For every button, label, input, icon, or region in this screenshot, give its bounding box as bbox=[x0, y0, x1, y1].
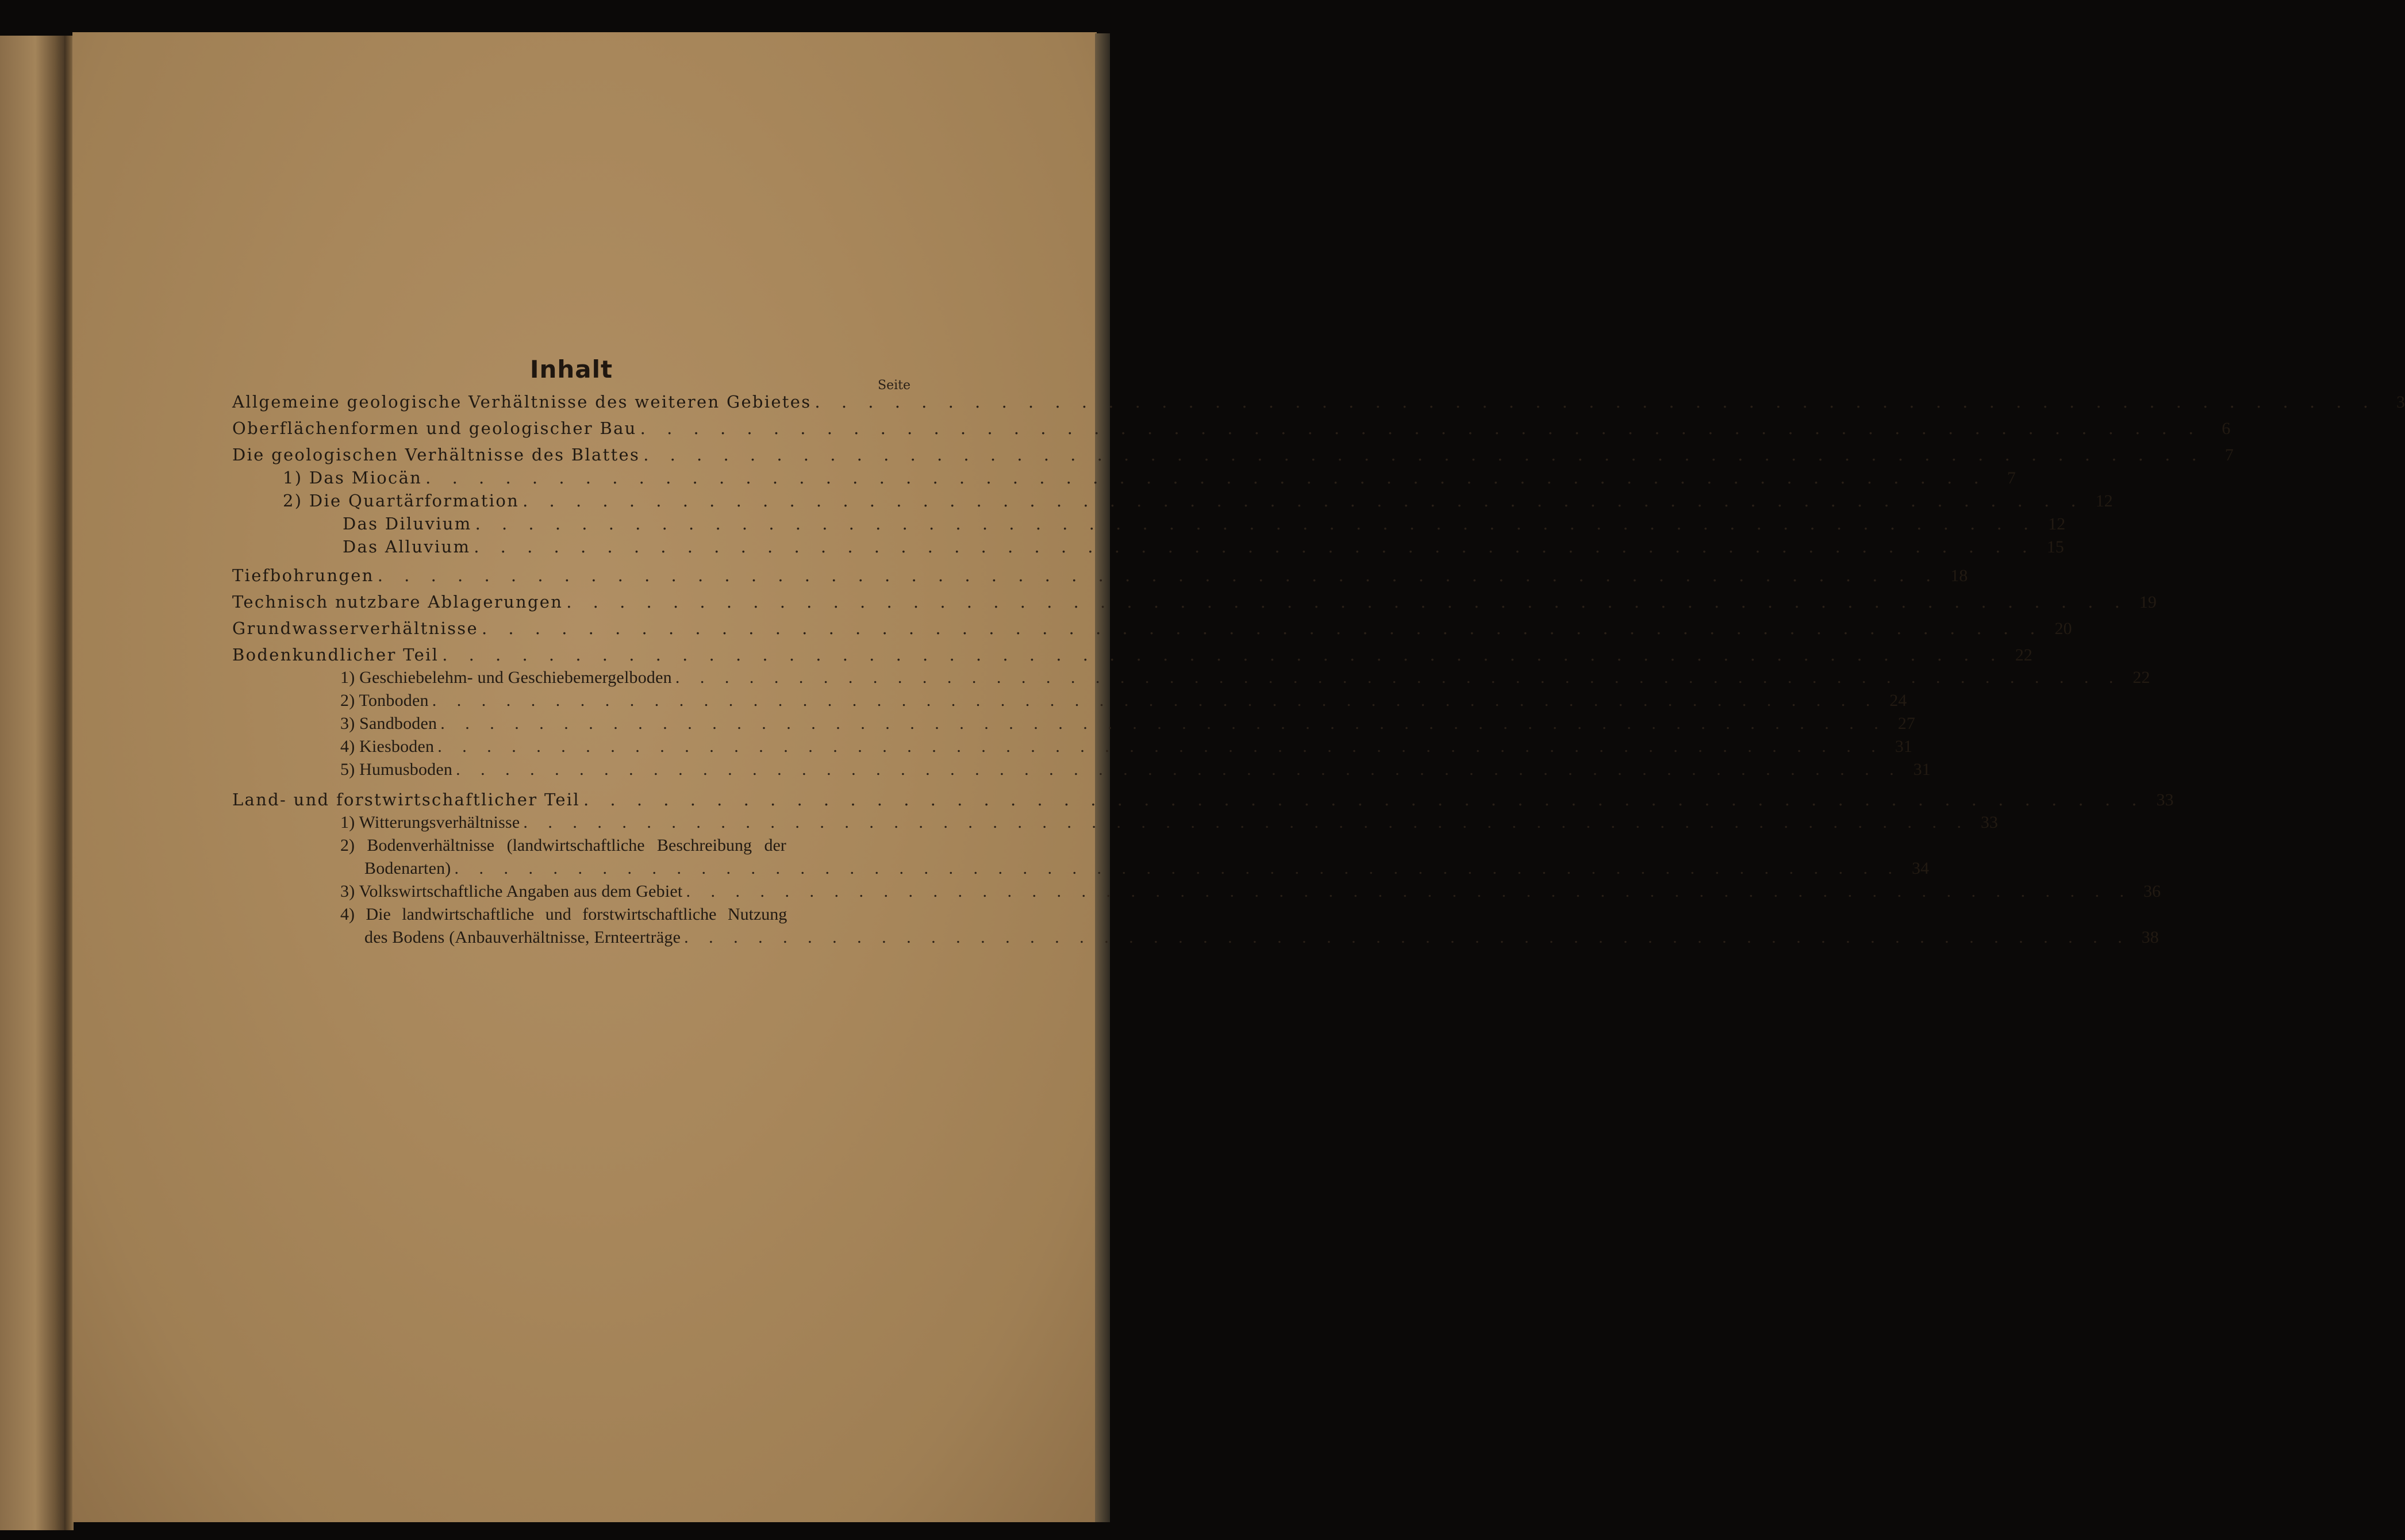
toc-entry bbox=[283, 468, 2016, 491]
toc-entry bbox=[232, 392, 2405, 415]
dot-leader: . . . . . . . . . . . . . . . . . . . . . . . . . . . . . . . . . . . . . . . . . . . . . . . . . . . . . . . . . . . bbox=[442, 645, 2004, 665]
dot-leader: . . . . . . . . . . . . . . . . . . . . . . . . . . . . . . . . . . . . . . . . . . . . . . . . . . . . . . . . . . . bbox=[686, 882, 2132, 901]
toc-entry bbox=[232, 445, 2234, 468]
toc-entry bbox=[232, 418, 2231, 441]
toc-entry-label: 3) Sandboden bbox=[340, 714, 437, 733]
toc-entry-label: Bodenkundlicher Teil bbox=[232, 645, 439, 665]
dot-leader: . . . . . . . . . . . . . . . . . . . . . . . . . . . . . . . . . . . . . . . . . . . . . . . . . . . . . . . . . . . bbox=[454, 859, 1900, 878]
toc-entry bbox=[340, 882, 2161, 905]
toc-entry bbox=[340, 668, 2150, 691]
dot-leader: . . . . . . . . . . . . . . . . . . . . . . . . . . . . . . . . . . . . . . . . . . . . . . . . . . . . . . . . . . . bbox=[474, 537, 2035, 556]
toc-entry-label: 4) Kiesboden bbox=[340, 737, 435, 756]
toc-entry-page: 22 bbox=[2015, 646, 2033, 665]
page-column-label: Seite bbox=[878, 378, 910, 393]
toc-entry-label: Das Alluvium bbox=[343, 537, 471, 556]
toc-entry-label: Die geologischen Verhältnisse des Blattes bbox=[232, 445, 640, 464]
toc-entry-page: 12 bbox=[2048, 514, 2066, 533]
dot-leader: . . . . . . . . . . . . . . . . . . . . . . . . . . . . . . . . . . . . . . . . . . . . . . . . . . . . . . . . . . . bbox=[440, 714, 1887, 733]
dot-leader: . . . . . . . . . . . . . . . . . . . . . . . . . . . . . . . . . . . . . . . . . . . . . . . . . . . . . . . . . . . bbox=[675, 668, 2122, 687]
dot-leader: . . . . . . . . . . . . . . . . . . . . . . . . . . . . . . . . . . . . . . . . . . . . . . . . . . . . . . . . . . . bbox=[481, 619, 2043, 638]
toc-entry-page: 7 bbox=[2225, 446, 2234, 464]
toc-entry bbox=[283, 491, 2113, 514]
toc-entry-page: 20 bbox=[2054, 619, 2072, 638]
toc-entry-page: 24 bbox=[1889, 691, 1907, 710]
toc-entry bbox=[232, 645, 2033, 668]
toc-entry-page: 3 bbox=[2396, 393, 2405, 412]
toc-entry-label: 5) Humusboden bbox=[340, 760, 453, 779]
toc-entry-label: Tiefbohrungen bbox=[232, 566, 374, 585]
dot-leader: . . . . . . . . . . . . . . . . . . . . . . . . . . . . . . . . . . . . . . . . . . . . . . . . . . . . . . . . . . . bbox=[684, 928, 2130, 947]
dot-leader: . . . . . . . . . . . . . . . . . . . . . . . . . . . . . . . . . . . . . . . . . . . . . . . . . . . . . . . . . . . bbox=[643, 445, 2205, 464]
toc-title: Inhalt bbox=[529, 355, 613, 383]
toc-entry bbox=[340, 760, 1931, 783]
toc-entry-label: Technisch nutzbare Ablagerungen bbox=[232, 592, 563, 612]
toc-entry-label: Oberflächenformen und geologischer Bau bbox=[232, 418, 637, 438]
toc-entry bbox=[340, 813, 1998, 836]
toc-entry-label: Allgemeine geologische Verhältnisse des weiteren Gebietes bbox=[232, 392, 812, 412]
toc-entry-page: 7 bbox=[2007, 468, 2016, 487]
dot-leader: . . . . . . . . . . . . . . . . . . . . . . . . . . . . . . . . . . . . . . . . . . . . . . . . . . . . . . . . . . . bbox=[456, 760, 1902, 779]
toc-entry-label: 2) Die Quartärformation bbox=[283, 491, 520, 510]
toc-entry-label: 1) Witterungsverhältnisse bbox=[340, 813, 520, 832]
toc-entry bbox=[232, 790, 2174, 813]
dot-leader: . . . . . . . . . . . . . . . . . . . . . . . . . . . . . . . . . . . . . . . . . . . . . . . . . . . . . . . . . . . bbox=[437, 737, 1884, 756]
dot-leader: . . . . . . . . . . . . . . . . . . . . . . . . . . . . . . . . . . . . . . . . . . . . . . . . . . . . . . . . . . . bbox=[475, 514, 2037, 533]
dot-leader: . . . . . . . . . . . . . . . . . . . . . . . . . . . . . . . . . . . . . . . . . . . . . . . . . . . . . . . . . . . bbox=[566, 592, 2128, 612]
toc-entry bbox=[343, 537, 2064, 560]
toc-entry-page: 31 bbox=[1895, 737, 1912, 756]
toc-entry bbox=[340, 737, 1912, 760]
toc-entry-page: 27 bbox=[1897, 714, 1915, 733]
dot-leader: . . . . . . . . . . . . . . . . . . . . . . . . . . . . . . . . . . . . . . . . . . . . . . . . . . . . . . . . . . . bbox=[432, 691, 1878, 710]
dot-leader: . . . . . . . . . . . . . . . . . . . . . . . . . . . . . . . . . . . . . . . . . . . . . . . . . . . . . . . . . . . bbox=[425, 468, 1987, 487]
toc-entry-page: 22 bbox=[2133, 668, 2150, 687]
toc-entry-page: 34 bbox=[1911, 859, 1929, 878]
toc-entry-label-line2: des Bodens (Anbauverhältnisse, Ernteerträge bbox=[364, 928, 681, 947]
toc-entry bbox=[364, 928, 2159, 951]
toc-entry bbox=[232, 619, 2072, 642]
toc-entry-page: 31 bbox=[1913, 760, 1931, 779]
toc-entry-label-line1: 4) Die landwirtschaftliche und forstwirtschaftliche Nutzung bbox=[340, 905, 787, 924]
toc-entry bbox=[343, 514, 2066, 537]
toc-entry-page: 33 bbox=[1980, 813, 1998, 832]
toc-entry bbox=[364, 859, 1929, 882]
toc-entry-page: 19 bbox=[2139, 593, 2157, 612]
dot-leader: . . . . . . . . . . . . . . . . . . . . . . . . . . . . . . . . . . . . . . . . . . . . . . . . . . . . . . . . . . . bbox=[523, 813, 1969, 832]
toc-entry-label: 1) Geschiebelehm- und Geschiebemergelboden bbox=[340, 668, 672, 687]
dot-leader: . . . . . . . . . . . . . . . . . . . . . . . . . . . . . . . . . . . . . . . . . . . . . . . . . . . . . . . . . . . bbox=[815, 392, 2376, 412]
dot-leader: . . . . . . . . . . . . . . . . . . . . . . . . . . . . . . . . . . . . . . . . . . . . . . . . . . . . . . . . . . . bbox=[640, 418, 2202, 438]
toc-entry-page: 33 bbox=[2156, 790, 2174, 809]
toc-entry-label: Land- und forstwirtschaftlicher Teil bbox=[232, 790, 580, 809]
toc-entry-page: 36 bbox=[2143, 882, 2161, 901]
toc-entry-page: 12 bbox=[2095, 491, 2113, 510]
toc-entry bbox=[340, 714, 1915, 737]
toc-entry-label: 2) Tonboden bbox=[340, 691, 429, 710]
toc-entry-page: 15 bbox=[2046, 537, 2064, 556]
toc-entry bbox=[340, 691, 1907, 714]
dot-leader: . . . . . . . . . . . . . . . . . . . . . . . . . . . . . . . . . . . . . . . . . . . . . . . . . . . . . . . . . . . bbox=[377, 566, 1939, 585]
toc-entry-page: 6 bbox=[2222, 419, 2231, 438]
dot-leader: . . . . . . . . . . . . . . . . . . . . . . . . . . . . . . . . . . . . . . . . . . . . . . . . . . . . . . . . . . . bbox=[523, 491, 2084, 510]
toc-entry-label: 1) Das Miocän bbox=[283, 468, 422, 487]
facing-page-edge bbox=[0, 36, 64, 1530]
toc-entry-label-line1: 2) Bodenverhältnisse (landwirtschaftliche Beschreibung der bbox=[340, 836, 786, 855]
toc-entry-label: Das Diluvium bbox=[343, 514, 472, 533]
toc-entry bbox=[232, 592, 2157, 615]
toc-entry bbox=[232, 566, 1968, 589]
toc-entry-label-line2: Bodenarten) bbox=[364, 859, 451, 878]
toc-entry-label: Grundwasserverhältnisse bbox=[232, 619, 478, 638]
toc-entry-page: 38 bbox=[2141, 928, 2159, 947]
toc-entry-label: 3) Volkswirtschaftliche Angaben aus dem Gebiet bbox=[340, 882, 683, 901]
toc-entry-page: 18 bbox=[1950, 566, 1968, 585]
dot-leader: . . . . . . . . . . . . . . . . . . . . . . . . . . . . . . . . . . . . . . . . . . . . . . . . . . . . . . . . . . . bbox=[583, 790, 2145, 809]
